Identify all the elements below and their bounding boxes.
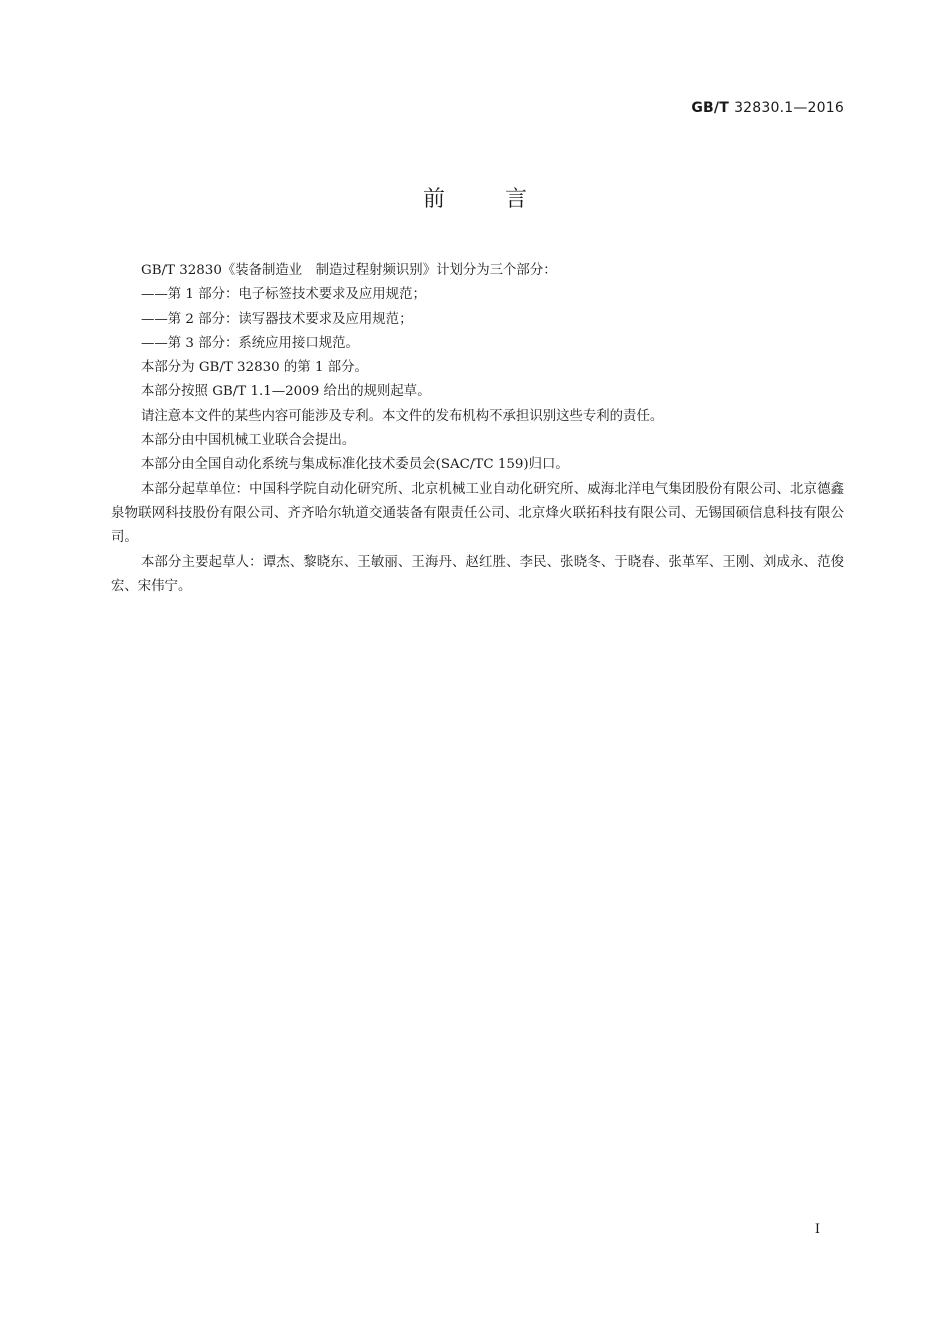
paragraph-committee: 本部分由全国自动化系统与集成标准化技术委员会(SAC/TC 159)归口。 xyxy=(141,457,569,473)
paragraph-drafters: 本部分主要起草人：谭杰、黎晓东、王敏丽、王海丹、赵红胜、李民、张晓冬、于晓春、张革军、王刚、刘成永、范俊宏、宋伟宁。 xyxy=(111,554,844,594)
standard-code: 32830.1—2016 xyxy=(734,100,844,116)
paragraph-patent-notice: 请注意本文件的某些内容可能涉及专利。本文件的发布机构不承担识别这些专利的责任。 xyxy=(141,408,664,424)
paragraph-drafting-units: 本部分起草单位：中国科学院自动化研究所、北京机械工业自动化研究所、威海北洋电气集团股份有限公司、北京德鑫泉物联网科技股份有限公司、齐齐哈尔轨道交通装备有限责任公司、北京烽火联拓科技有限公司、无锡国硕信息科技有限公司。 xyxy=(111,481,844,546)
page-number: I xyxy=(814,1222,820,1237)
paragraph-drafting-rules: 本部分按照 GB/T 1.1—2009 给出的规则起草。 xyxy=(141,384,431,400)
list-item-part-3: ——第 3 部分：系统应用接口规范。 xyxy=(141,335,359,351)
paragraph-part-statement: 本部分为 GB/T 32830 的第 1 部分。 xyxy=(141,360,368,376)
list-item-part-2: ——第 2 部分：读写器技术要求及应用规范； xyxy=(141,311,413,327)
list-item-part-1: ——第 1 部分：电子标签技术要求及应用规范； xyxy=(141,287,426,303)
foreword-body xyxy=(111,259,844,599)
paragraph-intro: GB/T 32830《装备制造业 制造过程射频识别》计划分为三个部分： xyxy=(141,263,557,278)
standard-number xyxy=(691,100,844,116)
page-title: 前言 xyxy=(422,187,587,212)
paragraph-proposer: 本部分由中国机械工业联合会提出。 xyxy=(141,433,356,449)
standard-prefix: GB/T xyxy=(691,100,729,116)
